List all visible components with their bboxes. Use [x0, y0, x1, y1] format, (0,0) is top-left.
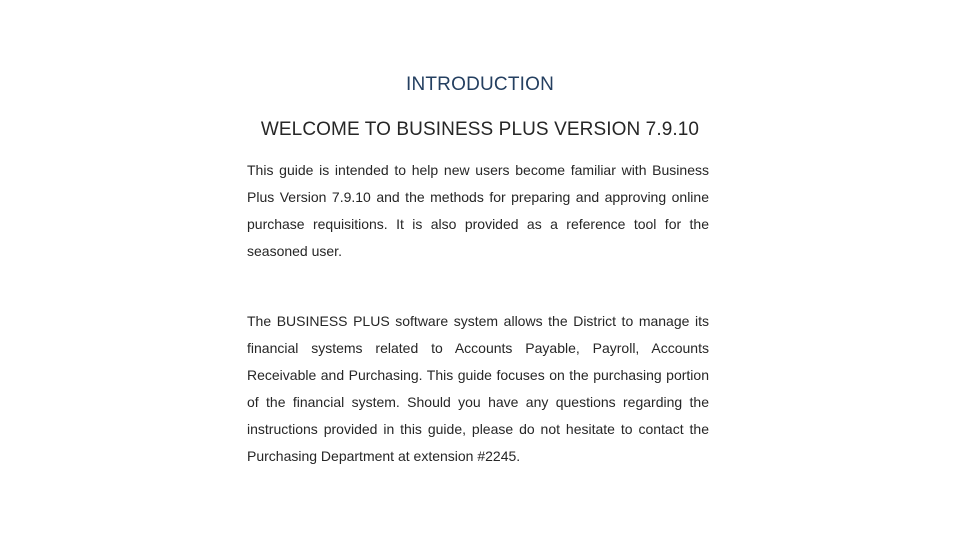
- section-title: INTRODUCTION: [405, 74, 555, 95]
- page-heading: WELCOME TO BUSINESS PLUS VERSION 7.9.10: [260, 119, 700, 140]
- intro-paragraph: This guide is intended to help new users become familiar with Business Plus Version 7.9.10 and the methods for preparing and approving online purchase requisitions. It is also provided as a reference tool for the seasoned user.: [247, 162, 709, 259]
- system-description-paragraph: The BUSINESS PLUS software system allows the District to manage its financial systems related to Accounts Payable, Payroll, Accounts Receivable and Purchasing. This guide focuses on the purchasing portion of the financial system. Should you have any questions regarding the instructions provided in this guide, please do not hesitate to contact the Purchasing Department at extension #2245.: [247, 313, 709, 464]
